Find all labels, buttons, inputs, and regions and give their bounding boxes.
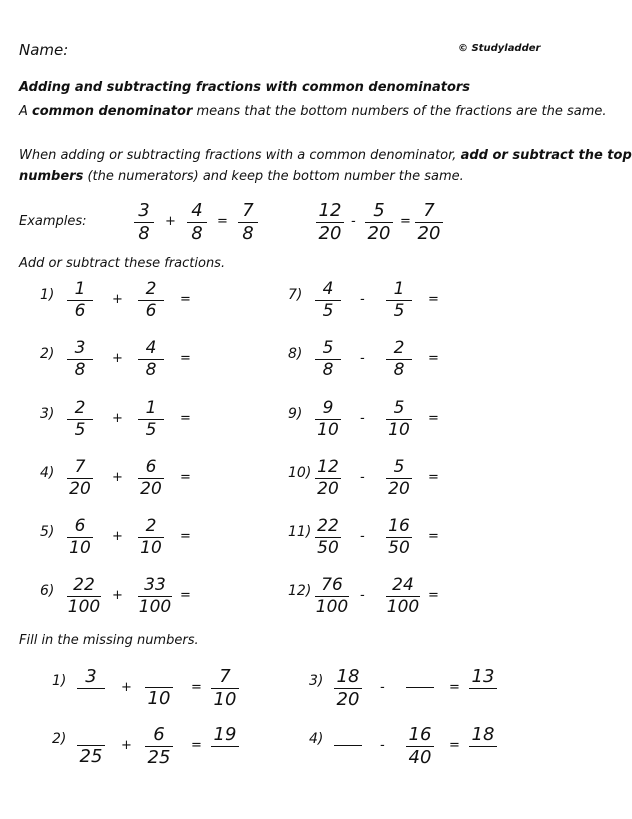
- section1-heading: Add or subtract these fractions.: [19, 256, 226, 271]
- numerator-blank[interactable]: [145, 668, 173, 687]
- fraction-b: [138, 400, 164, 439]
- problem-label: 2): [40, 346, 55, 362]
- fill-problem-4-label: 4): [309, 731, 324, 747]
- denominator: 100: [386, 597, 420, 617]
- fraction-b: [386, 577, 420, 616]
- fill-problem-4-fraction-a: [334, 726, 362, 765]
- numerator-blank[interactable]: [334, 726, 362, 745]
- answer-area[interactable]: [444, 343, 484, 379]
- numerator: 7: [74, 457, 86, 477]
- name-label: Name:: [19, 41, 69, 59]
- denominator: 5: [145, 420, 157, 440]
- denominator: 20: [69, 479, 91, 499]
- numerator: 16: [388, 516, 410, 536]
- numerator: 7: [219, 666, 231, 687]
- answer-area[interactable]: [444, 403, 484, 439]
- denominator: 50: [317, 538, 339, 558]
- numerator: 6: [74, 516, 86, 536]
- numerator: 5: [373, 200, 385, 221]
- denominator: 20: [140, 479, 162, 499]
- example1-equals: =: [217, 214, 228, 229]
- answer-area[interactable]: [196, 580, 236, 616]
- fill-problem-1-label: 1): [52, 673, 67, 689]
- operator: -: [360, 292, 365, 307]
- operator: +: [112, 292, 123, 307]
- page-title: Adding and subtracting fractions with common denominators: [19, 80, 471, 95]
- denominator: 10: [147, 688, 171, 709]
- numerator: 5: [322, 338, 334, 358]
- denominator: 20: [388, 479, 410, 499]
- fraction-a: [315, 281, 341, 320]
- fraction-a: [315, 400, 341, 439]
- fill-problem-2-result: [211, 726, 239, 766]
- equals: =: [180, 292, 191, 307]
- denominator: 8: [191, 223, 203, 244]
- denominator: 20: [417, 223, 441, 244]
- example2-result: [415, 202, 443, 243]
- equals: =: [180, 351, 191, 366]
- denominator-blank[interactable]: [406, 688, 434, 707]
- operator: -: [360, 588, 365, 603]
- denominator: 8: [322, 360, 334, 380]
- numerator: 33: [144, 575, 166, 595]
- fill-problem-2-fraction-b: [145, 726, 173, 767]
- denominator: 8: [242, 223, 254, 244]
- numerator: 3: [85, 666, 97, 687]
- fraction-a: [67, 459, 93, 498]
- numerator: 4: [191, 200, 203, 221]
- operator: -: [360, 529, 365, 544]
- denominator: 5: [74, 420, 86, 440]
- example2-fraction-b: [365, 202, 393, 243]
- denominator: 6: [145, 301, 157, 321]
- equals: =: [428, 529, 439, 544]
- denominator: 5: [322, 301, 334, 321]
- denominator: 40: [408, 747, 432, 768]
- equals: =: [428, 470, 439, 485]
- example2-operator: -: [351, 214, 356, 229]
- fraction-a: [315, 340, 341, 379]
- equals: =: [180, 588, 191, 603]
- fraction-b: [138, 459, 164, 498]
- fraction-b: [386, 281, 412, 320]
- denominator: 10: [388, 420, 410, 440]
- numerator: 18: [471, 724, 495, 745]
- fill-problem-3-fraction-b: [406, 668, 434, 707]
- denominator-blank[interactable]: [469, 689, 497, 708]
- instruction-part2: (the numerators) and keep the bottom number the same.: [83, 169, 464, 184]
- fraction-a: [67, 281, 93, 320]
- operator: -: [360, 470, 365, 485]
- numerator: 19: [213, 724, 237, 745]
- instruction-bold2: numbers: [19, 169, 84, 184]
- denominator: 25: [79, 746, 103, 767]
- numerator: 13: [471, 666, 495, 687]
- denominator: 8: [138, 223, 150, 244]
- numerator: 4: [322, 279, 334, 299]
- numerator: 9: [322, 398, 334, 418]
- example2-fraction-a: [316, 202, 344, 243]
- equals: =: [180, 470, 191, 485]
- problem-label: 9): [288, 406, 303, 422]
- fill-problem-1-equals: =: [191, 680, 202, 695]
- problem-label: 11): [288, 524, 312, 540]
- denominator-blank[interactable]: [211, 747, 239, 766]
- equals: =: [428, 292, 439, 307]
- numerator: 4: [145, 338, 157, 358]
- numerator: 22: [73, 575, 95, 595]
- instruction-bold1: add or subtract the top: [460, 148, 632, 163]
- denominator: 50: [388, 538, 410, 558]
- fraction-a: [315, 459, 341, 498]
- denominator: 10: [69, 538, 91, 558]
- operator: +: [112, 529, 123, 544]
- fill-problem-4-fraction-b: [406, 726, 434, 767]
- fraction-a: [67, 577, 101, 616]
- definition-rest: means that the bottom numbers of the fractions are the same.: [192, 104, 607, 119]
- instruction-line1: [19, 147, 632, 164]
- operator: -: [360, 351, 365, 366]
- denominator-blank[interactable]: [77, 689, 105, 708]
- numerator: 22: [317, 516, 339, 536]
- fill-problem-3-fraction-a: [334, 668, 362, 709]
- denominator: 100: [138, 597, 172, 617]
- numerator: 2: [393, 338, 405, 358]
- fill-problem-3-equals: =: [449, 680, 460, 695]
- problem-label: 3): [40, 406, 55, 422]
- equals: =: [180, 411, 191, 426]
- fraction-a: [315, 518, 341, 557]
- answer-area[interactable]: [444, 521, 484, 557]
- answer-area[interactable]: [196, 284, 236, 320]
- denominator: 20: [318, 223, 342, 244]
- copyright: © Studyladder: [458, 43, 541, 54]
- operator: +: [112, 588, 123, 603]
- denominator: 100: [67, 597, 101, 617]
- section2-heading: Fill in the missing numbers.: [19, 633, 199, 648]
- numerator: 12: [318, 200, 342, 221]
- equals: =: [428, 588, 439, 603]
- denominator: 10: [317, 420, 339, 440]
- example2-equals: =: [400, 214, 411, 229]
- denominator: 20: [336, 689, 360, 710]
- answer-area[interactable]: [196, 521, 236, 557]
- fill-problem-1-operator: +: [121, 680, 132, 695]
- numerator: 1: [74, 279, 86, 299]
- denominator: 20: [317, 479, 339, 499]
- numerator: 2: [145, 516, 157, 536]
- denominator-blank[interactable]: [334, 746, 362, 765]
- denominator: 8: [74, 360, 86, 380]
- denominator: 25: [147, 747, 171, 768]
- fill-problem-2-label: 2): [52, 731, 67, 747]
- fill-problem-1-fraction-a: [77, 668, 105, 708]
- numerator: 7: [423, 200, 435, 221]
- fraction-a: [315, 577, 349, 616]
- numerator: 3: [138, 200, 150, 221]
- problem-label: 12): [288, 583, 312, 599]
- equals: =: [428, 351, 439, 366]
- denominator: 5: [393, 301, 405, 321]
- numerator: 6: [153, 724, 165, 745]
- operator: +: [112, 351, 123, 366]
- denominator: 8: [393, 360, 405, 380]
- fill-problem-2-fraction-a: [77, 726, 105, 766]
- denominator: 10: [140, 538, 162, 558]
- fraction-b: [386, 459, 412, 498]
- operator: +: [112, 470, 123, 485]
- operator: +: [112, 411, 123, 426]
- denominator-blank[interactable]: [469, 747, 497, 766]
- definition-prefix: A: [19, 104, 33, 119]
- definition-term: common denominator: [32, 104, 193, 119]
- answer-area[interactable]: [196, 403, 236, 439]
- answer-area[interactable]: [196, 343, 236, 379]
- problem-label: 1): [40, 287, 55, 303]
- numerator: 12: [317, 457, 339, 477]
- denominator: 6: [74, 301, 86, 321]
- problem-label: 4): [40, 465, 55, 481]
- instruction-part1: When adding or subtracting fractions with a common denominator,: [19, 148, 461, 163]
- problem-label: 6): [40, 583, 55, 599]
- fraction-b: [386, 400, 412, 439]
- problem-label: 7): [288, 287, 303, 303]
- numerator: 16: [408, 724, 432, 745]
- fill-problem-4-operator: -: [380, 738, 385, 753]
- answer-area[interactable]: [444, 580, 484, 616]
- numerator: 2: [74, 398, 86, 418]
- numerator: 5: [393, 457, 405, 477]
- fill-problem-1-result: [211, 668, 239, 709]
- numerator: 6: [145, 457, 157, 477]
- problem-label: 5): [40, 524, 55, 540]
- numerator: 7: [242, 200, 254, 221]
- equals: =: [428, 411, 439, 426]
- denominator: 100: [315, 597, 349, 617]
- numerator: 1: [393, 279, 405, 299]
- fill-problem-2-equals: =: [191, 738, 202, 753]
- numerator: 76: [321, 575, 343, 595]
- example1-fraction-b: [187, 202, 207, 243]
- fraction-b: [138, 340, 164, 379]
- operator: -: [360, 411, 365, 426]
- numerator: 24: [392, 575, 414, 595]
- fraction-b: [386, 518, 412, 557]
- numerator: 3: [74, 338, 86, 358]
- fill-problem-1-fraction-b: [145, 668, 173, 708]
- denominator: 8: [145, 360, 157, 380]
- problem-label: 8): [288, 346, 303, 362]
- denominator: 10: [213, 689, 237, 710]
- example1-fraction-a: [134, 202, 154, 243]
- denominator: 20: [367, 223, 391, 244]
- fraction-a: [67, 518, 93, 557]
- numerator: 5: [393, 398, 405, 418]
- numerator: 2: [145, 279, 157, 299]
- numerator-blank[interactable]: [77, 726, 105, 745]
- fill-problem-2-operator: +: [121, 738, 132, 753]
- fraction-b: [138, 577, 172, 616]
- fill-problem-3-label: 3): [309, 673, 324, 689]
- numerator: 18: [336, 666, 360, 687]
- instruction-line2: [19, 168, 464, 185]
- fill-problem-3-result: [469, 668, 497, 708]
- equals: =: [180, 529, 191, 544]
- answer-area[interactable]: [196, 462, 236, 498]
- fraction-b: [138, 281, 164, 320]
- numerator: 1: [145, 398, 157, 418]
- numerator-blank[interactable]: [406, 668, 434, 687]
- examples-label: Examples:: [19, 214, 87, 229]
- problem-label: 10): [288, 465, 312, 481]
- fraction-a: [67, 400, 93, 439]
- definition: [19, 103, 606, 120]
- fill-problem-3-operator: -: [380, 680, 385, 695]
- example1-operator: +: [165, 214, 176, 229]
- answer-area[interactable]: [444, 462, 484, 498]
- fraction-a: [67, 340, 93, 379]
- fill-problem-4-equals: =: [449, 738, 460, 753]
- fraction-b: [386, 340, 412, 379]
- answer-area[interactable]: [444, 284, 484, 320]
- example1-result: [238, 202, 258, 243]
- fill-problem-4-result: [469, 726, 497, 766]
- fraction-b: [138, 518, 164, 557]
